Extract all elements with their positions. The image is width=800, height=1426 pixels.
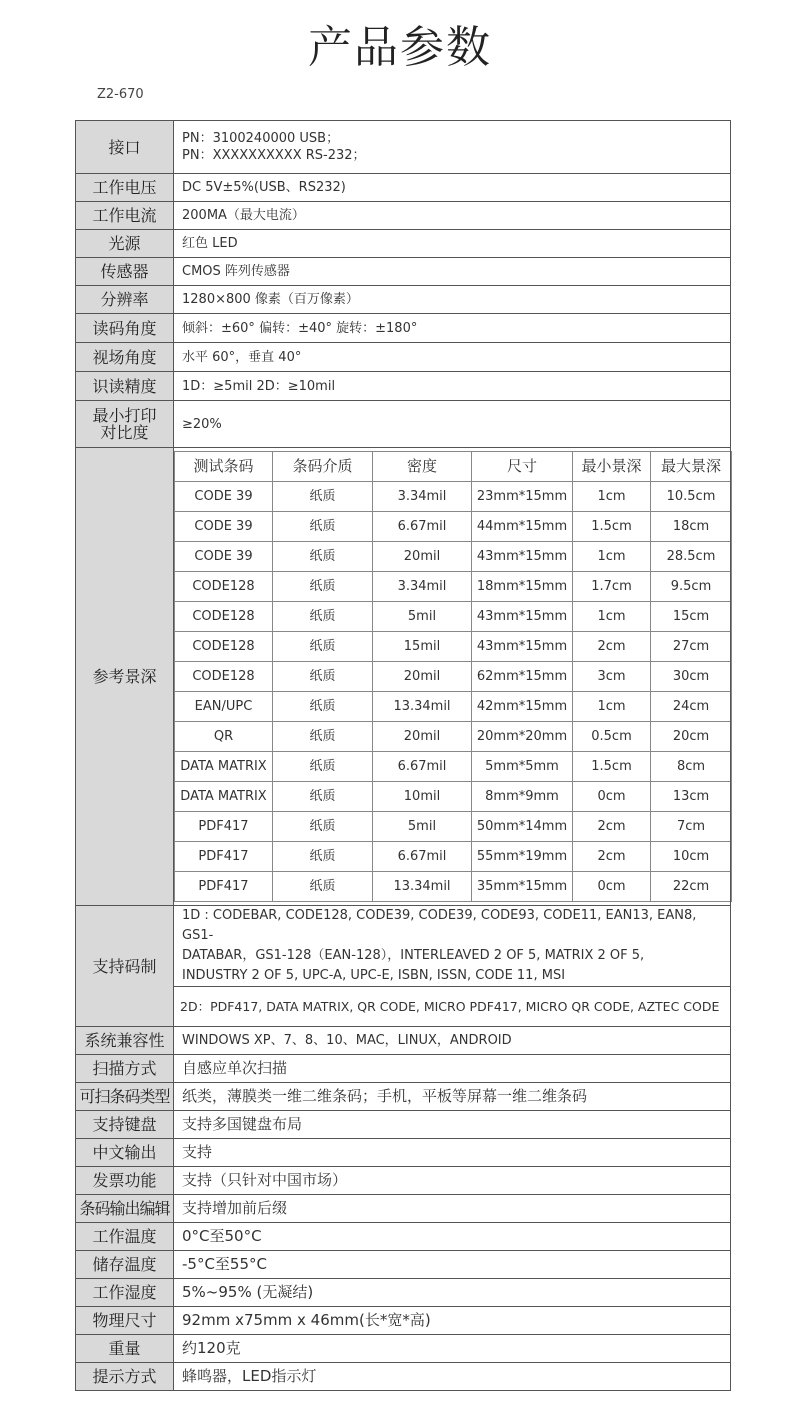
spec-value-line: 1D : CODEBAR, CODE128, CODE39, CODE39, CODE93, CODE11, EAN13, EAN8, GS1- — [182, 908, 697, 943]
depth-cell: 43mm*15mm — [472, 602, 573, 632]
depth-cell: 3cm — [573, 662, 651, 692]
depth-cell: 55mm*19mm — [472, 842, 573, 872]
spec-value: 自感应单次扫描 — [174, 1055, 731, 1083]
depth-table — [174, 451, 732, 902]
depth-cell: 43mm*15mm — [472, 542, 573, 572]
spec-value: DC 5V±5%(USB、RS232) — [174, 174, 731, 202]
depth-cell: CODE128 — [175, 572, 273, 602]
spec-row — [76, 1167, 731, 1195]
depth-cell: 纸质 — [273, 752, 373, 782]
depth-cell: 纸质 — [273, 632, 373, 662]
spec-label: 工作温度 — [76, 1223, 174, 1251]
depth-row — [175, 482, 732, 512]
depth-cell: CODE 39 — [175, 482, 273, 512]
spec-value: WINDOWS XP、7、8、10、MAC，LINUX，ANDROID — [174, 1027, 731, 1055]
depth-body — [175, 482, 732, 902]
spec-label — [76, 401, 174, 448]
depth-row — [175, 722, 732, 752]
spec-value: ≥20% — [174, 401, 731, 448]
spec-row — [76, 1307, 731, 1335]
depth-cell: 23mm*15mm — [472, 482, 573, 512]
depth-cell: 6.67mil — [373, 752, 472, 782]
spec-value: 支持增加前后缀 — [174, 1195, 731, 1223]
depth-cell: 1.5cm — [573, 512, 651, 542]
page-title: 产品参数 — [308, 22, 492, 73]
depth-header-row — [175, 452, 732, 482]
depth-cell: 纸质 — [273, 542, 373, 572]
spec-label: 扫描方式 — [76, 1055, 174, 1083]
depth-table-cell — [174, 448, 731, 906]
depth-row — [175, 692, 732, 722]
spec-label: 可扫条码类型 — [76, 1083, 174, 1111]
depth-cell: 纸质 — [273, 662, 373, 692]
spec-label: 工作电压 — [76, 174, 174, 202]
depth-cell: 5mil — [373, 602, 472, 632]
depth-cell: 纸质 — [273, 602, 373, 632]
depth-cell: 28.5cm — [651, 542, 732, 572]
depth-cell: 22cm — [651, 872, 732, 902]
spec-value: CMOS 阵列传感器 — [174, 258, 731, 286]
depth-cell: 13.34mil — [373, 692, 472, 722]
spec-label: 提示方式 — [76, 1363, 174, 1391]
spec-value: 92mm x75mm x 46mm(长*宽*高) — [174, 1307, 731, 1335]
depth-cell: 50mm*14mm — [472, 812, 573, 842]
spec-row — [76, 1055, 731, 1083]
depth-cell: 62mm*15mm — [472, 662, 573, 692]
depth-cell: CODE 39 — [175, 512, 273, 542]
depth-cell: 0cm — [573, 872, 651, 902]
depth-row — [175, 572, 732, 602]
depth-header-cell: 测试条码 — [175, 452, 273, 482]
spec-row — [76, 1139, 731, 1167]
spec-value: 支持（只针对中国市场） — [174, 1167, 731, 1195]
depth-cell: 9.5cm — [651, 572, 732, 602]
depth-cell: 8mm*9mm — [472, 782, 573, 812]
depth-row — [175, 602, 732, 632]
spec-label: 参考景深 — [76, 448, 174, 906]
spec-value-line: INDUSTRY 2 OF 5, UPC-A, UPC-E, ISBN, ISSN, CODE 11, MSI — [182, 968, 566, 983]
model-number: Z2-670 — [97, 87, 144, 102]
spec-value-line: PN：3100240000 USB； — [182, 131, 340, 146]
spec-value: 约120克 — [174, 1335, 731, 1363]
spec-label: 工作湿度 — [76, 1279, 174, 1307]
spec-row-current — [76, 202, 731, 230]
spec-label: 传感器 — [76, 258, 174, 286]
spec-row-contrast — [76, 401, 731, 448]
spec-label: 视场角度 — [76, 343, 174, 372]
spec-value: 蜂鸣器，LED指示灯 — [174, 1363, 731, 1391]
spec-label: 识读精度 — [76, 372, 174, 401]
depth-cell: 1cm — [573, 542, 651, 572]
spec-row-voltage — [76, 174, 731, 202]
depth-cell: DATA MATRIX — [175, 752, 273, 782]
spec-label: 物理尺寸 — [76, 1307, 174, 1335]
spec-label: 条码输出编辑 — [76, 1195, 174, 1223]
spec-row-symbologies-1d — [76, 906, 731, 987]
depth-cell: CODE128 — [175, 632, 273, 662]
depth-row — [175, 662, 732, 692]
depth-cell: 6.67mil — [373, 842, 472, 872]
depth-row — [175, 872, 732, 902]
spec-row — [76, 1027, 731, 1055]
depth-cell: 30cm — [651, 662, 732, 692]
depth-cell: CODE128 — [175, 602, 273, 632]
depth-row — [175, 842, 732, 872]
depth-cell: 44mm*15mm — [472, 512, 573, 542]
spec-value: 纸类，薄膜类一维二维条码；手机，平板等屏幕一维二维条码 — [174, 1083, 731, 1111]
depth-cell: 6.67mil — [373, 512, 472, 542]
depth-cell: PDF417 — [175, 812, 273, 842]
depth-cell: 纸质 — [273, 782, 373, 812]
depth-cell: 1cm — [573, 602, 651, 632]
spec-value-line: PN：XXXXXXXXXX RS-232； — [182, 148, 366, 163]
spec-value: 红色 LED — [174, 230, 731, 258]
depth-cell: 20mm*20mm — [472, 722, 573, 752]
spec-row — [76, 1363, 731, 1391]
depth-cell: 3.34mil — [373, 482, 472, 512]
depth-header-cell: 尺寸 — [472, 452, 573, 482]
spec-value: 0°C至50°C — [174, 1223, 731, 1251]
depth-cell: 2cm — [573, 812, 651, 842]
depth-row — [175, 812, 732, 842]
spec-label: 储存温度 — [76, 1251, 174, 1279]
bottom-rows — [76, 1027, 731, 1391]
spec-row — [76, 1335, 731, 1363]
depth-row — [175, 512, 732, 542]
depth-cell: 纸质 — [273, 842, 373, 872]
depth-cell: CODE 39 — [175, 542, 273, 572]
depth-cell: 5mm*5mm — [472, 752, 573, 782]
spec-row-interface — [76, 121, 731, 174]
depth-cell: 18mm*15mm — [472, 572, 573, 602]
spec-label: 光源 — [76, 230, 174, 258]
depth-cell: 20mil — [373, 662, 472, 692]
depth-cell: 10.5cm — [651, 482, 732, 512]
depth-row — [175, 542, 732, 572]
spec-value: 倾斜：±60° 偏转：±40° 旋转：±180° — [174, 314, 731, 343]
spec-row-depth — [76, 448, 731, 906]
spec-value: 支持多国键盘布局 — [174, 1111, 731, 1139]
spec-row-resolution — [76, 286, 731, 314]
depth-cell: 18cm — [651, 512, 732, 542]
spec-label-line: 最小打印 — [92, 406, 157, 425]
depth-header-cell: 最大景深 — [651, 452, 732, 482]
depth-cell: 10mil — [373, 782, 472, 812]
depth-row — [175, 752, 732, 782]
depth-cell: 纸质 — [273, 722, 373, 752]
depth-cell: QR — [175, 722, 273, 752]
depth-header-cell: 条码介质 — [273, 452, 373, 482]
spec-label: 读码角度 — [76, 314, 174, 343]
spec-value: 5%~95% (无凝结) — [174, 1279, 731, 1307]
depth-cell: 8cm — [651, 752, 732, 782]
spec-label: 分辨率 — [76, 286, 174, 314]
spec-value-1d — [174, 906, 731, 987]
depth-cell: PDF417 — [175, 872, 273, 902]
spec-value-line: DATABAR，GS1-128（EAN-128），INTERLEAVED 2 OF 5, MATRIX 2 OF 5, — [182, 948, 645, 963]
depth-cell: 7cm — [651, 812, 732, 842]
depth-header-cell: 最小景深 — [573, 452, 651, 482]
depth-cell: 20mil — [373, 722, 472, 752]
depth-cell: 1cm — [573, 482, 651, 512]
depth-cell: EAN/UPC — [175, 692, 273, 722]
depth-cell: 2cm — [573, 842, 651, 872]
depth-cell: 纸质 — [273, 572, 373, 602]
depth-cell: 20cm — [651, 722, 732, 752]
depth-cell: 3.34mil — [373, 572, 472, 602]
depth-cell: DATA MATRIX — [175, 782, 273, 812]
spec-row-angle — [76, 314, 731, 343]
depth-cell: 10cm — [651, 842, 732, 872]
depth-cell: 15mil — [373, 632, 472, 662]
depth-cell: CODE128 — [175, 662, 273, 692]
depth-cell: 35mm*15mm — [472, 872, 573, 902]
spec-label: 重量 — [76, 1335, 174, 1363]
depth-cell: 1cm — [573, 692, 651, 722]
spec-table — [75, 120, 731, 1391]
depth-cell: 2cm — [573, 632, 651, 662]
depth-cell: 0.5cm — [573, 722, 651, 752]
spec-value — [174, 121, 731, 174]
spec-row — [76, 1279, 731, 1307]
spec-label: 支持键盘 — [76, 1111, 174, 1139]
spec-label: 工作电流 — [76, 202, 174, 230]
spec-label: 发票功能 — [76, 1167, 174, 1195]
spec-value: -5°C至55°C — [174, 1251, 731, 1279]
spec-value: 支持 — [174, 1139, 731, 1167]
spec-value: 1280×800 像素（百万像素） — [174, 286, 731, 314]
spec-label: 中文输出 — [76, 1139, 174, 1167]
depth-cell: 纸质 — [273, 812, 373, 842]
depth-row — [175, 632, 732, 662]
depth-cell: 纸质 — [273, 692, 373, 722]
depth-cell: 20mil — [373, 542, 472, 572]
spec-row-sensor — [76, 258, 731, 286]
spec-row — [76, 1195, 731, 1223]
spec-row — [76, 1251, 731, 1279]
depth-cell: 24cm — [651, 692, 732, 722]
spec-value: 水平 60°，垂直 40° — [174, 343, 731, 372]
depth-cell: 1.7cm — [573, 572, 651, 602]
spec-value: 200MA（最大电流） — [174, 202, 731, 230]
depth-cell: PDF417 — [175, 842, 273, 872]
depth-header-cell: 密度 — [373, 452, 472, 482]
depth-cell: 1.5cm — [573, 752, 651, 782]
depth-cell: 43mm*15mm — [472, 632, 573, 662]
spec-value-2d: 2D：PDF417, DATA MATRIX, QR CODE, MICRO PDF417, MICRO QR CODE, AZTEC CODE — [174, 987, 731, 1027]
spec-row — [76, 1083, 731, 1111]
spec-row-fov — [76, 343, 731, 372]
depth-cell: 13.34mil — [373, 872, 472, 902]
depth-cell: 0cm — [573, 782, 651, 812]
depth-cell: 27cm — [651, 632, 732, 662]
spec-row-precision — [76, 372, 731, 401]
spec-label: 接口 — [76, 121, 174, 174]
spec-label-line: 对比度 — [100, 423, 149, 442]
depth-cell: 15cm — [651, 602, 732, 632]
spec-row — [76, 1111, 731, 1139]
spec-row-symbologies-2d — [76, 987, 731, 1027]
spec-label: 系统兼容性 — [76, 1027, 174, 1055]
spec-value: 1D：≥5mil 2D：≥10mil — [174, 372, 731, 401]
depth-cell: 纸质 — [273, 512, 373, 542]
depth-cell: 5mil — [373, 812, 472, 842]
spec-row — [76, 1223, 731, 1251]
spec-row-light — [76, 230, 731, 258]
spec-label: 支持码制 — [76, 906, 174, 1027]
depth-row — [175, 782, 732, 812]
depth-cell: 42mm*15mm — [472, 692, 573, 722]
depth-cell: 纸质 — [273, 872, 373, 902]
depth-cell: 13cm — [651, 782, 732, 812]
depth-cell: 纸质 — [273, 482, 373, 512]
